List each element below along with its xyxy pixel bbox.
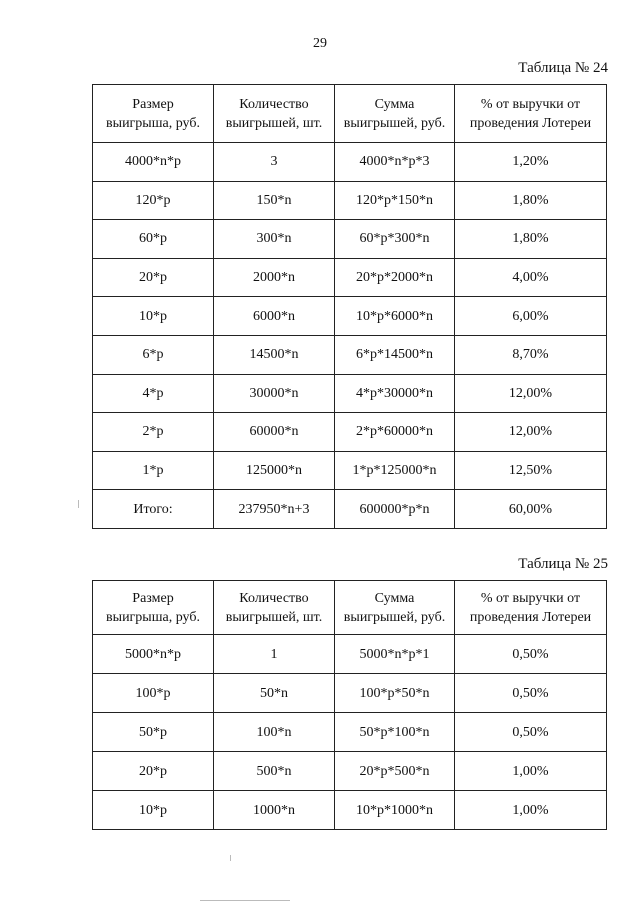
prize-table-24 (92, 84, 607, 529)
cell-prize-count: 60000*n (214, 413, 335, 452)
cell-prize-size: 120*p (93, 181, 214, 220)
cell-prize-sum: 100*p*50*n (335, 674, 455, 713)
cell-revenue-percent: 4,00% (455, 258, 607, 297)
cell-prize-count: 2000*n (214, 258, 335, 297)
cell-revenue-percent: 1,80% (455, 220, 607, 259)
cell-prize-sum: 20*p*500*n (335, 752, 455, 791)
table-row (93, 220, 607, 259)
header-revenue-percent: % от выручки от проведения Лотереи (455, 85, 607, 143)
cell-revenue-percent: 12,00% (455, 413, 607, 452)
cell-revenue-percent: 1,80% (455, 181, 607, 220)
cell-revenue-percent: 1,00% (455, 752, 607, 791)
header-prize-size: Размер выигрыша, руб. (93, 85, 214, 143)
table-row (93, 143, 607, 182)
cell-prize-count: 50*n (214, 674, 335, 713)
table-row (93, 752, 607, 791)
cell-revenue-percent: 1,00% (455, 791, 607, 830)
table-row (93, 297, 607, 336)
cell-revenue-percent: 60,00% (455, 490, 607, 529)
cell-prize-sum: 600000*p*n (335, 490, 455, 529)
cell-prize-sum: 5000*n*p*1 (335, 635, 455, 674)
header-prize-count: Количество выигрышей, шт. (214, 85, 335, 143)
header-prize-count: Количество выигрышей, шт. (214, 581, 335, 635)
cell-prize-sum: 6*p*14500*n (335, 335, 455, 374)
table-row (93, 713, 607, 752)
cell-prize-size: Итого: (93, 490, 214, 529)
table-caption: Таблица № 24 (518, 60, 608, 76)
table-row (93, 258, 607, 297)
cell-prize-size: 60*p (93, 220, 214, 259)
cell-prize-sum: 4000*n*p*3 (335, 143, 455, 182)
cell-prize-size: 4*p (93, 374, 214, 413)
table-row (93, 374, 607, 413)
cell-prize-count: 150*n (214, 181, 335, 220)
table-row (93, 451, 607, 490)
cell-prize-sum: 50*p*100*n (335, 713, 455, 752)
table-row (93, 413, 607, 452)
cell-prize-size: 100*p (93, 674, 214, 713)
cell-revenue-percent: 12,50% (455, 451, 607, 490)
scan-mark (200, 900, 290, 901)
table-row (93, 791, 607, 830)
cell-prize-size: 5000*n*p (93, 635, 214, 674)
cell-revenue-percent: 8,70% (455, 335, 607, 374)
cell-revenue-percent: 0,50% (455, 713, 607, 752)
cell-prize-sum: 4*p*30000*n (335, 374, 455, 413)
cell-prize-size: 50*p (93, 713, 214, 752)
scan-mark (230, 855, 231, 861)
prize-table-25 (92, 580, 607, 830)
cell-prize-count: 14500*n (214, 335, 335, 374)
table-header-row (93, 85, 607, 143)
cell-revenue-percent: 0,50% (455, 635, 607, 674)
scan-mark (78, 500, 79, 508)
table-header-row (93, 581, 607, 635)
cell-revenue-percent: 6,00% (455, 297, 607, 336)
cell-prize-sum: 10*p*6000*n (335, 297, 455, 336)
table-row (93, 674, 607, 713)
cell-prize-sum: 2*p*60000*n (335, 413, 455, 452)
table-row (93, 490, 607, 529)
cell-revenue-percent: 0,50% (455, 674, 607, 713)
table-caption: Таблица № 25 (518, 556, 608, 572)
table-row (93, 181, 607, 220)
header-prize-sum: Сумма выигрышей, руб. (335, 581, 455, 635)
table-row (93, 335, 607, 374)
cell-prize-count: 30000*n (214, 374, 335, 413)
cell-prize-size: 4000*n*p (93, 143, 214, 182)
cell-prize-count: 125000*n (214, 451, 335, 490)
cell-prize-count: 237950*n+3 (214, 490, 335, 529)
cell-prize-count: 3 (214, 143, 335, 182)
cell-prize-count: 6000*n (214, 297, 335, 336)
cell-revenue-percent: 1,20% (455, 143, 607, 182)
header-revenue-percent: % от выручки от проведения Лотереи (455, 581, 607, 635)
cell-prize-sum: 120*p*150*n (335, 181, 455, 220)
cell-prize-count: 500*n (214, 752, 335, 791)
cell-prize-size: 6*p (93, 335, 214, 374)
cell-prize-size: 2*p (93, 413, 214, 452)
cell-prize-count: 100*n (214, 713, 335, 752)
cell-prize-size: 1*p (93, 451, 214, 490)
cell-prize-size: 20*p (93, 752, 214, 791)
table-row (93, 635, 607, 674)
header-prize-sum: Сумма выигрышей, руб. (335, 85, 455, 143)
cell-prize-count: 1000*n (214, 791, 335, 830)
cell-prize-sum: 20*p*2000*n (335, 258, 455, 297)
cell-prize-size: 20*p (93, 258, 214, 297)
header-prize-size: Размер выигрыша, руб. (93, 581, 214, 635)
cell-revenue-percent: 12,00% (455, 374, 607, 413)
cell-prize-count: 1 (214, 635, 335, 674)
cell-prize-sum: 1*p*125000*n (335, 451, 455, 490)
cell-prize-size: 10*p (93, 297, 214, 336)
page-number: 29 (313, 36, 327, 51)
cell-prize-count: 300*n (214, 220, 335, 259)
cell-prize-sum: 10*p*1000*n (335, 791, 455, 830)
cell-prize-sum: 60*p*300*n (335, 220, 455, 259)
cell-prize-size: 10*p (93, 791, 214, 830)
